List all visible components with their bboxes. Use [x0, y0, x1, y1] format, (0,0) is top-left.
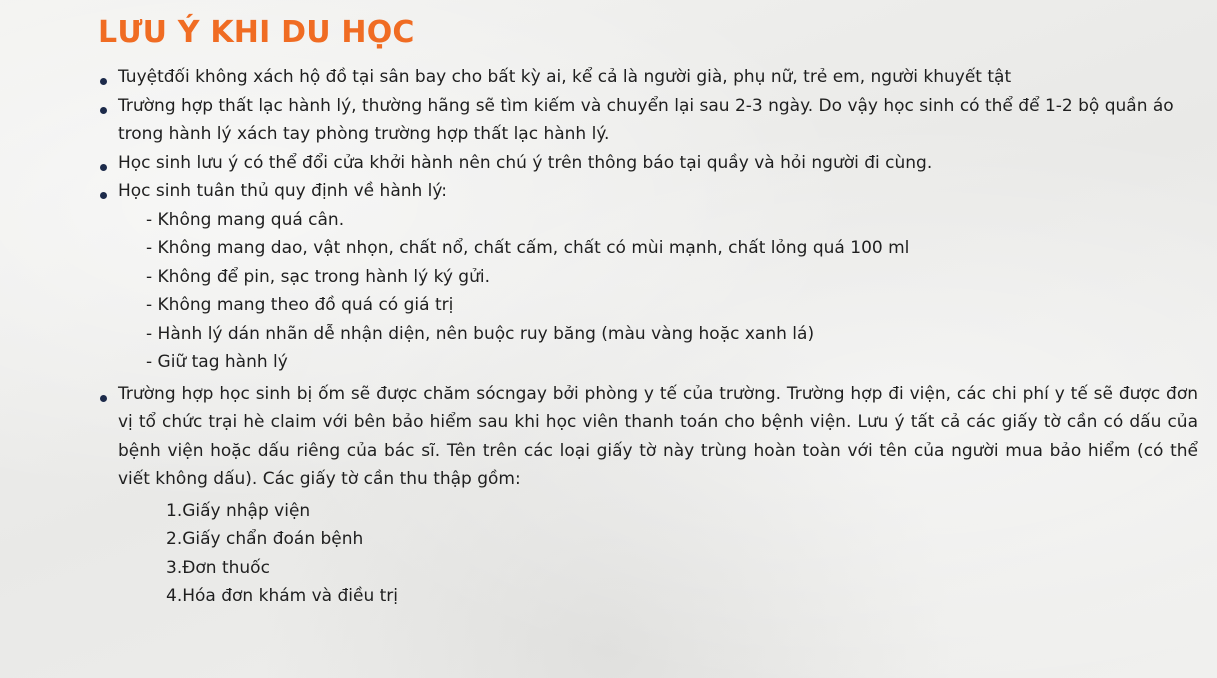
- bullet-icon: [100, 107, 107, 114]
- luggage-rule: - Giữ tag hành lý: [146, 352, 288, 372]
- luggage-rule: - Không mang dao, vật nhọn, chất nổ, chất cấm, chất có mùi mạnh, chất lỏng quá 100 ml: [146, 238, 910, 258]
- notes-list: [98, 63, 1198, 611]
- bullet-icon: [100, 192, 107, 199]
- list-item: [98, 92, 1198, 149]
- document-item: 2.Giấy chẩn đoán bệnh: [166, 529, 364, 549]
- bullet-icon: [100, 164, 107, 171]
- luggage-rule: - Không mang quá cân.: [146, 209, 345, 230]
- luggage-rule: - Không để pin, sạc trong hành lý ký gửi.: [146, 266, 490, 287]
- document-item: 1.Giấy nhập viện: [166, 500, 311, 521]
- page-title: LƯU Ý KHI DU HỌC: [98, 15, 415, 50]
- list-item: [98, 63, 1198, 92]
- bullet-icon: [100, 395, 107, 402]
- list-item-text: Học sinh lưu ý có thể đổi cửa khởi hành nên chú ý trên thông báo tại quầy và hỏi người đi cùng.: [118, 152, 933, 173]
- list-item-text: Trường hợp thất lạc hành lý, thường hãng sẽ tìm kiếm và chuyển lại sau 2-3 ngày. Do vậy học sinh có thể để 1-2 bộ quần áo trong hành lý xách tay phòng trường hợp thất lạc hành lý.: [118, 95, 1174, 144]
- documents-list: [118, 497, 1198, 611]
- luggage-rules-list: [118, 206, 1198, 377]
- bullet-icon: [100, 78, 107, 85]
- luggage-rule: - Hành lý dán nhãn dễ nhận diện, nên buộc ruy băng (màu vàng hoặc xanh lá): [146, 323, 815, 344]
- list-item-text: Tuyệtđối không xách hộ đồ tại sân bay cho bất kỳ ai, kể cả là người già, phụ nữ, trẻ em, người khuyết tật: [118, 67, 1012, 87]
- list-item-text: Trường hợp học sinh bị ốm sẽ được chăm sócngay bởi phòng y tế của trường. Trường hợp đi viện, các chi phí y tế sẽ được đơn vị tổ chức trại hè claim với bên bảo hiểm sau khi học viên thanh toán cho bệnh viện. Lưu ý tất cả các giấy tờ cần có dấu của bệnh viện hoặc dấu riêng của bác sĩ. Tên trên các loại giấy tờ này trùng hoàn toàn với tên của người mua bảo hiểm (có thể viết không dấu). Các giấy tờ cần thu thập gồm:: [118, 383, 1198, 489]
- document-item: 4.Hóa đơn khám và điều trị: [166, 586, 399, 606]
- list-item: [98, 149, 1198, 178]
- document-item: 3.Đơn thuốc: [166, 557, 270, 578]
- list-item: [98, 380, 1198, 611]
- list-item: [98, 177, 1198, 377]
- list-item-text: Học sinh tuân thủ quy định về hành lý:: [118, 181, 447, 201]
- document-page: [98, 12, 1198, 611]
- luggage-rule: - Không mang theo đồ quá có giá trị: [146, 295, 454, 315]
